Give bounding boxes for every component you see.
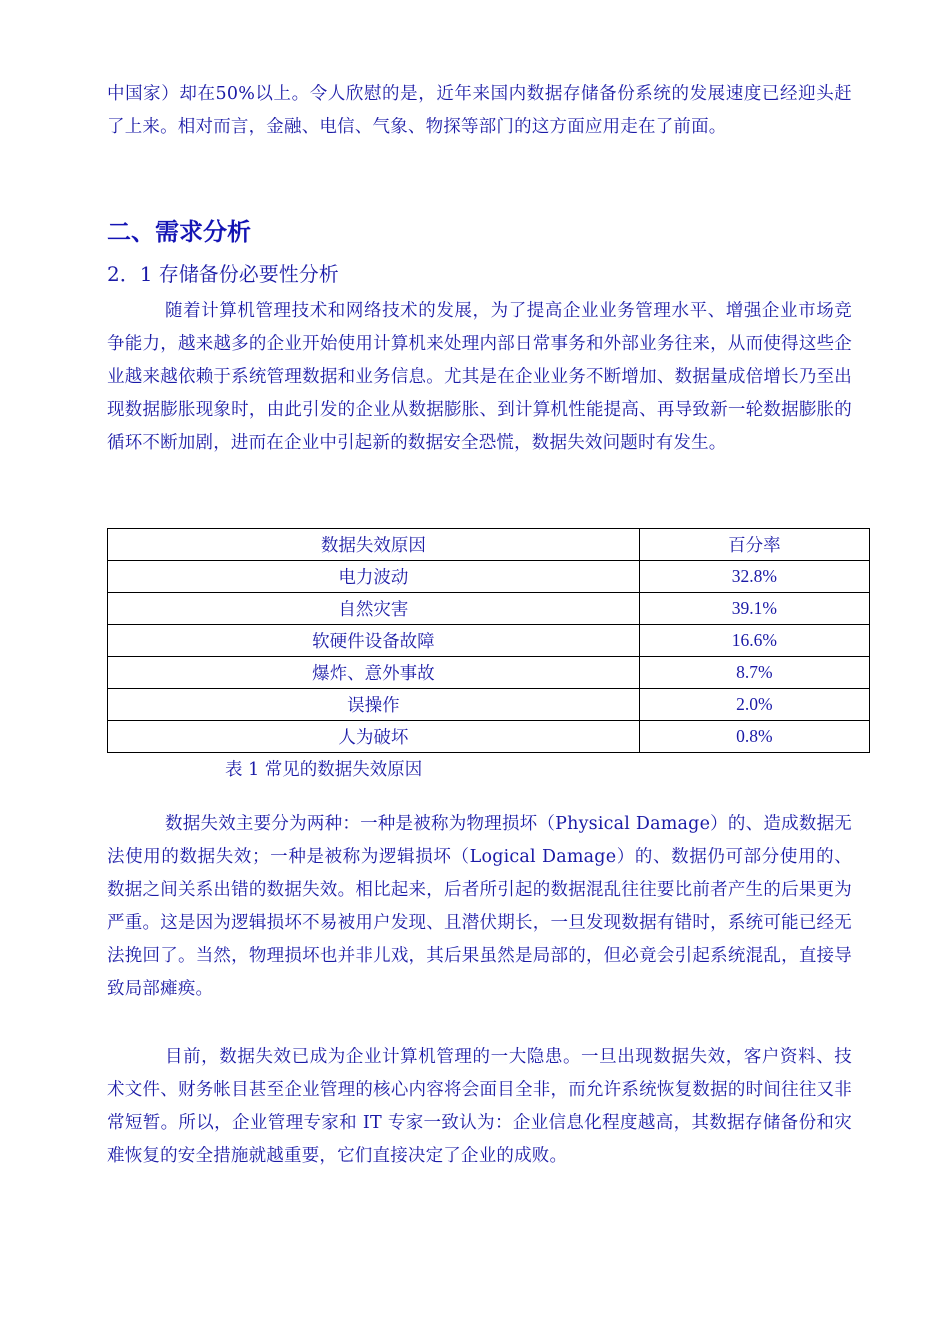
- table-cell-cause: 软硬件设备故障: [108, 625, 640, 657]
- table-cell-cause: 电力波动: [108, 561, 640, 593]
- table-header-percent: 百分率: [639, 529, 869, 561]
- paragraph-conclusion: 目前，数据失效已成为企业计算机管理的一大隐患。一旦出现数据失效，客户资料、技术文件、财务帐目甚至企业管理的核心内容将会面目全非，而允许系统恢复数据的时间往往又非常短暂。所以，企业管理专家和 IT 专家一致认为：企业信息化程度越高，其数据存储备份和灾难恢复的安全措施就越重要，它们直接决定了企业的成败。: [107, 1047, 852, 1166]
- table-cell-percent: 32.8%: [639, 561, 869, 593]
- table-row: [108, 625, 870, 657]
- table-header-cause: 数据失效原因: [108, 529, 640, 561]
- subsection-heading: 2．1 存储备份必要性分析: [107, 262, 339, 286]
- table-cell-cause: 自然灾害: [108, 593, 640, 625]
- table-row: [108, 593, 870, 625]
- table-cell-percent: 2.0%: [639, 689, 869, 721]
- table-cell-percent: 16.6%: [639, 625, 869, 657]
- table-cell-percent: 39.1%: [639, 593, 869, 625]
- table-cell-cause: 爆炸、意外事故: [108, 657, 640, 689]
- section-heading: 二、需求分析: [107, 217, 251, 246]
- table-cell-percent: 0.8%: [639, 721, 869, 753]
- table-cell-cause: 误操作: [108, 689, 640, 721]
- table-row: [108, 561, 870, 593]
- table-header-row: [108, 529, 870, 561]
- table-caption: 表 1 常见的数据失效原因: [225, 760, 423, 780]
- failure-cause-table: [107, 528, 870, 753]
- paragraph-necessity: 随着计算机管理技术和网络技术的发展，为了提高企业业务管理水平、增强企业市场竞争能力，越来越多的企业开始使用计算机来处理内部日常事务和外部业务往来，从而使得这些企业越来越依赖于系统管理数据和业务信息。尤其是在企业业务不断增加、数据量成倍增长乃至出现数据膨胀现象时，由此引发的企业从数据膨胀、到计算机性能提高、再导致新一轮数据膨胀的循环不断加剧，进而在企业中引起新的数据安全恐慌，数据失效问题时有发生。: [107, 301, 852, 453]
- table-cell-percent: 8.7%: [639, 657, 869, 689]
- table-row: [108, 689, 870, 721]
- paragraph-damage-types: 数据失效主要分为两种：一种是被称为物理损坏（Physical Damage）的、造成数据无法使用的数据失效；一种是被称为逻辑损坏（Logical Damage）的、数据仍可部分使用的、数据之间关系出错的数据失效。相比起来，后者所引起的数据混乱往往要比前者产生的后果更为严重。这是因为逻辑损坏不易被用户发现、且潜伏期长，一旦发现数据有错时，系统可能已经无法挽回了。当然，物理损坏也并非儿戏，其后果虽然是局部的，但必竟会引起系统混乱，直接导致局部瘫痪。: [107, 814, 852, 999]
- failure-cause-table-wrapper: [107, 528, 870, 753]
- table-cell-cause: 人为破坏: [108, 721, 640, 753]
- table-row: [108, 657, 870, 689]
- table-row: [108, 721, 870, 753]
- intro-paragraph: 中国家）却在50%以上。令人欣慰的是，近年来国内数据存储备份系统的发展速度已经迎头赶了上来。相对而言，金融、电信、气象、物探等部门的这方面应用走在了前面。: [107, 84, 852, 137]
